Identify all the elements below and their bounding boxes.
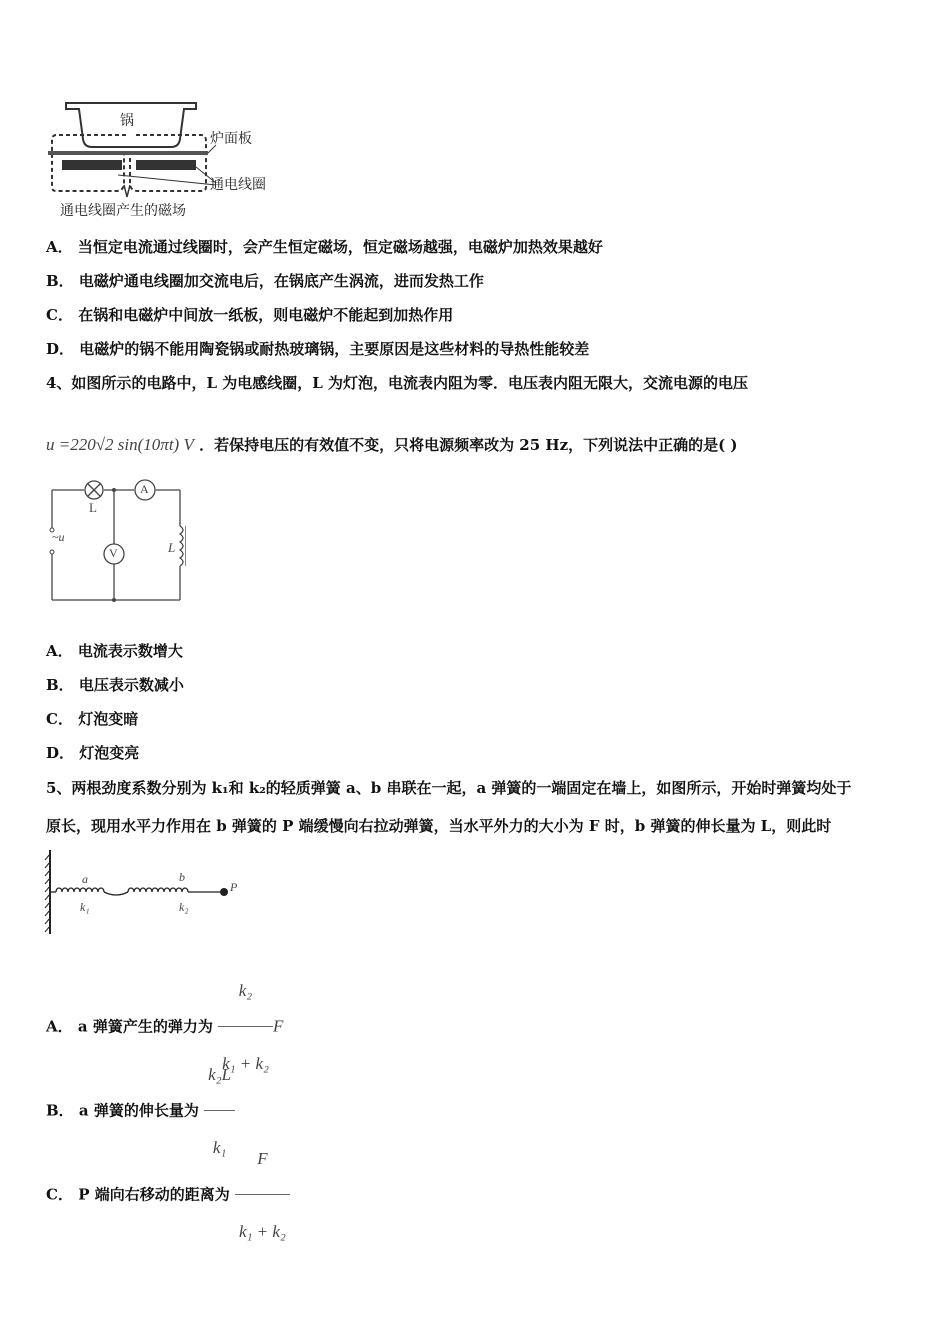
q4-option-a: A． 电流表示数增大 <box>46 642 183 660</box>
end-p <box>220 888 228 896</box>
q5-stem-line2: 原长，现用水平力作用在 b 弹簧的 P 端缓慢向右拉动弹簧，当水平外力的大小为 F 时，b 弹簧的伸长量为 L，则此时 <box>46 817 832 835</box>
q4-formula: u =220√2 sin(10πt) V <box>46 435 194 454</box>
circuit-ammeter-label: A <box>140 482 149 496</box>
circuit-voltmeter-label: V <box>109 546 118 560</box>
q5-option-c: C． P 端向右移动的距离为 $\frac{F}{\text{k₁ + k₂}}$ <box>46 1124 290 1267</box>
circuit-lamp-label: L <box>89 500 97 515</box>
spring-k2-label: k₂ <box>179 900 189 914</box>
coil-left <box>62 160 122 170</box>
circuit-figure <box>46 478 186 604</box>
q3-option-d: D． 电磁炉的锅不能用陶瓷锅或耐热玻璃锅，主要原因是这些材料的导热性能较差 <box>46 340 590 358</box>
coil-label: 通电线圈 <box>210 177 266 193</box>
q4-option-c: C． 灯泡变暗 <box>46 710 139 728</box>
q3-option-c: C． 在锅和电磁炉中间放一纸板，则电磁炉不能起到加热作用 <box>46 306 454 324</box>
q4-option-d: D． 灯泡变亮 <box>46 744 140 762</box>
panel-label: 炉面板 <box>210 131 252 147</box>
q4-stem-line2: u =220√2 sin(10πt) V ．若保持电压的有效值不变，只将电源频率改为 25 Hz，下列说法中正确的是( ) <box>46 435 738 454</box>
circuit-inductor-label: L <box>168 540 176 555</box>
cooktop-panel <box>48 151 208 155</box>
pot-label: 锅 <box>120 113 134 129</box>
q4-stem-line1: 4、如图所示的电路中，L 为电感线圈，L 为灯泡，电流表内阻为零．电压表内阻无限大，交流电源的电压 <box>46 374 748 392</box>
spring-p-label: P <box>230 880 238 894</box>
q5-stem-line1: 5、两根劲度系数分别为 k₁和 k₂的轻质弹簧 a、b 串联在一起，a 弹簧的一端固定在墙上，如图所示，开始时弹簧均处于 <box>46 779 852 797</box>
q5-option-a: A． a 弹簧产生的弹力为 $\frac{\text{k₂}}{\text{k₁ + k₂}}$ F <box>46 956 283 1099</box>
q3-option-a: A． 当恒定电流通过线圈时，会产生恒定磁场，恒定磁场越强，电磁炉加热效果越好 <box>46 238 603 256</box>
lamp-symbol <box>85 481 103 499</box>
field-label: 通电线圈产生的磁场 <box>60 203 186 219</box>
circuit-source-label: ~u <box>52 530 65 544</box>
spring-a-label: a <box>82 872 88 886</box>
spring-k1-label: k₁ <box>80 900 90 914</box>
spring-figure <box>44 846 244 938</box>
coil-right <box>136 160 196 170</box>
spring-b <box>128 888 188 892</box>
q5-option-b-fraction: $\frac{\text{k₂L}}{\text{k₁}}$ <box>204 1040 235 1183</box>
q5-option-a-fraction: $\frac{\text{k₂}}{\text{k₁ + k₂}}$ <box>218 956 273 1099</box>
q5-option-c-fraction: $\frac{F}{\text{k₁ + k₂}}$ <box>235 1124 290 1267</box>
spring-b-label: b <box>179 870 185 884</box>
q5-option-b: B． a 弹簧的伸长量为 $\frac{\text{k₂L}}{\text{k₁}}$ <box>46 1040 235 1183</box>
spring-a <box>56 888 104 892</box>
q3-option-b: B． 电磁炉通电线圈加交流电后，在锅底产生涡流，进而发热工作 <box>46 272 484 290</box>
q4-option-b: B． 电压表示数减小 <box>46 676 184 694</box>
